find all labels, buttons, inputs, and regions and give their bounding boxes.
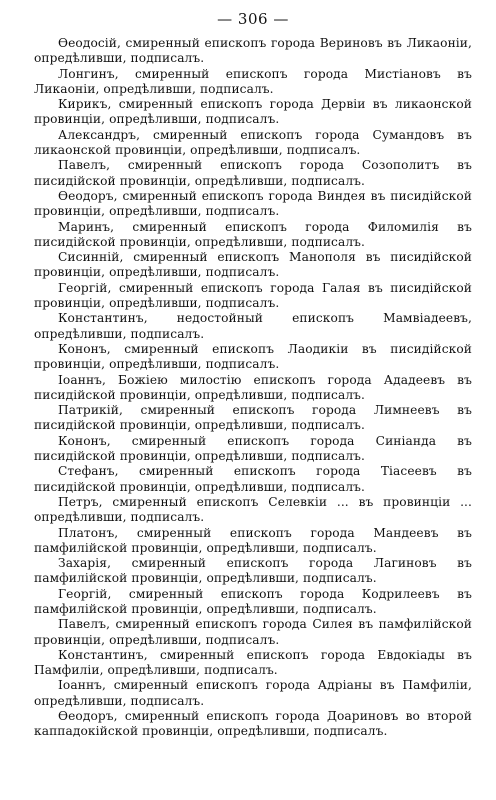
signatory-entry: Кононъ, смиренный епископъ Лаодикіи въ писидійской провинціи, опредѣливши, подписалъ. [34,341,472,372]
signatory-entry: Ѳеодосій, смиренный епископъ города Вериновъ въ Ликаоніи, опредѣливши, подписалъ. [34,36,472,66]
signatory-entry: Маринъ, смиренный епископъ города Филомилія въ писидійской провинціи, опредѣливши, подписалъ. [34,219,472,249]
signatory-entry: Константинъ, смиренный епископъ города Евдокіады въ Памфиліи, опредѣливши, подписалъ. [34,647,472,678]
signatory-entry: Павелъ, смиренный епископъ города Созополитъ въ писидійской провинціи, опредѣливши, подписалъ. [34,158,472,188]
signatory-entry: Лонгинъ, смиренный епископъ города Мистіановъ въ Ликаоніи, опредѣливши, подписалъ. [34,66,472,96]
signatory-entry: Ѳеодоръ, смиренный епископъ города Доариновъ во второй каппадокійской провинціи, опредѣливши, подписалъ. [34,709,472,739]
signatory-list [34,36,472,740]
signatory-entry: Георгій, смиренный епископъ города Кодрилеевъ въ памфилійской провинціи, опредѣливши, подписалъ. [34,586,472,616]
signatory-entry: Александръ, смиренный епископъ города Сумандовъ въ ликаонской провинціи, опредѣливши, подписалъ. [34,127,472,158]
signatory-entry: Кирикъ, смиренный епископъ города Дервіи въ ликаонской провинціи, опредѣливши, подписалъ. [34,97,472,127]
signatory-entry: Сисинній, смиренный епископъ Манополя въ писидійской провинціи, опредѣливши, подписалъ. [34,250,472,280]
signatory-entry: Іоаннъ, Божіею милостію епископъ города Ададеевъ въ писидійской провинціи, опредѣливши, подписалъ. [34,372,472,402]
signatory-entry: Петръ, смиренный епископъ Селевкіи ... въ провинціи ... опредѣливши, подписалъ. [34,494,472,525]
signatory-entry: Патрикій, смиренный епископъ города Лимнеевъ въ писидійской провинціи, опредѣливши, подписалъ. [34,403,472,433]
signatory-entry: Захарія, смиренный епископъ города Лагиновъ въ памфилійской провинціи, опредѣливши, подписалъ. [34,556,472,586]
signatory-entry: Георгій, смиренный епископъ города Галая въ писидійской провинціи, опредѣливши, подписалъ. [34,280,472,311]
signatory-entry: Іоаннъ, смиренный епископъ города Адріаны въ Памфиліи, опредѣливши, подписалъ. [34,678,472,708]
signatory-entry: Платонъ, смиренный епископъ города Мандеевъ въ памфилійской провинціи, опредѣливши, подписалъ. [34,525,472,555]
signatory-entry: Ѳеодоръ, смиренный епископъ города Виндея въ писидійской провинціи, опредѣливши, подписалъ. [34,188,472,219]
signatory-entry: Кононъ, смиренный епископъ города Синіанда въ писидійской провинціи, опредѣливши, подписалъ. [34,433,472,464]
signatory-entry: Константинъ, недостойный епископъ Мамвіадеевъ, опредѣливши, подписалъ. [34,311,472,341]
signatory-entry: Стефанъ, смиренный епископъ города Тіасеевъ въ писидійской провинціи, опредѣливши, подписалъ. [34,464,472,494]
signatory-entry: Павелъ, смиренный епископъ города Силея въ памфилійской провинціи, опредѣливши, подписалъ. [34,617,472,647]
page-number: — 306 — [217,10,289,28]
